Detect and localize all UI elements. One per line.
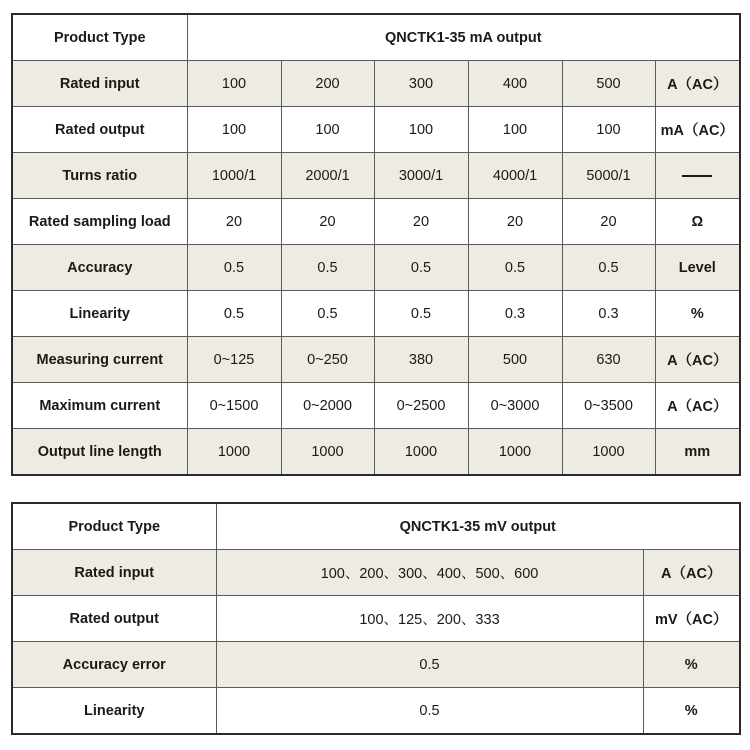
cell: 0.5 [281,291,374,337]
cell: 100、125、200、333 [216,596,643,642]
cell: 100 [187,61,281,107]
unit-cell: A（AC） [655,337,740,383]
cell: 300 [374,61,468,107]
row-rated-input [12,61,740,107]
row-label: Rated output [12,596,216,642]
cell: 1000 [281,429,374,476]
row-label: Rated output [12,107,187,153]
cell: 0.5 [216,688,643,735]
cell: 0~250 [281,337,374,383]
header-label: Product Type [12,503,216,550]
cell: 100 [374,107,468,153]
unit-cell: Ω [655,199,740,245]
cell: 0.5 [374,291,468,337]
row-label: Linearity [12,291,187,337]
cell: 1000 [187,429,281,476]
row-label: Linearity [12,688,216,735]
cell: 0~125 [187,337,281,383]
unit-cell: A（AC） [643,550,740,596]
row-rated-output [12,596,740,642]
row-label: Maximum current [12,383,187,429]
unit-cell: % [643,688,740,735]
cell: 0~2500 [374,383,468,429]
cell: 100、200、300、400、500、600 [216,550,643,596]
cell: 20 [562,199,655,245]
header-row [12,14,740,61]
row-linearity [12,291,740,337]
row-label: Measuring current [12,337,187,383]
cell: 2000/1 [281,153,374,199]
cell: 0~3000 [468,383,562,429]
ma-output-spec-table [11,13,741,476]
header-value: QNCTK1-35 mA output [187,14,740,61]
cell: 100 [187,107,281,153]
unit-cell: A（AC） [655,383,740,429]
cell: 0~2000 [281,383,374,429]
row-output-line-length [12,429,740,476]
row-linearity [12,688,740,735]
unit-cell: mV（AC） [643,596,740,642]
unit-cell: mA（AC） [655,107,740,153]
cell: 0.5 [468,245,562,291]
row-label: Output line length [12,429,187,476]
header-label: Product Type [12,14,187,61]
cell: 100 [562,107,655,153]
row-turns-ratio [12,153,740,199]
mv-output-spec-table [11,502,741,735]
cell: 20 [281,199,374,245]
row-accuracy-error [12,642,740,688]
cell: 500 [468,337,562,383]
header-value: QNCTK1-35 mV output [216,503,740,550]
unit-cell-dash [655,153,740,199]
cell: 1000/1 [187,153,281,199]
cell: 0.5 [374,245,468,291]
cell: 0~3500 [562,383,655,429]
cell: 200 [281,61,374,107]
cell: 1000 [562,429,655,476]
row-label: Rated input [12,550,216,596]
cell: 0.3 [562,291,655,337]
cell: 100 [468,107,562,153]
unit-cell: A（AC） [655,61,740,107]
cell: 100 [281,107,374,153]
row-measuring-current [12,337,740,383]
cell: 20 [468,199,562,245]
row-label: Turns ratio [12,153,187,199]
unit-cell: mm [655,429,740,476]
unit-cell: % [643,642,740,688]
cell: 630 [562,337,655,383]
cell: 20 [374,199,468,245]
cell: 5000/1 [562,153,655,199]
dash-icon [682,175,712,177]
cell: 0.5 [216,642,643,688]
cell: 20 [187,199,281,245]
cell: 4000/1 [468,153,562,199]
unit-cell: Level [655,245,740,291]
row-accuracy [12,245,740,291]
row-label: Accuracy [12,245,187,291]
row-maximum-current [12,383,740,429]
row-label: Rated input [12,61,187,107]
cell: 0.3 [468,291,562,337]
cell: 0.5 [187,291,281,337]
cell: 1000 [374,429,468,476]
cell: 3000/1 [374,153,468,199]
cell: 400 [468,61,562,107]
cell: 0.5 [281,245,374,291]
row-label: Accuracy error [12,642,216,688]
cell: 380 [374,337,468,383]
cell: 0.5 [562,245,655,291]
header-row [12,503,740,550]
row-rated-input [12,550,740,596]
row-rated-output [12,107,740,153]
cell: 0.5 [187,245,281,291]
unit-cell: % [655,291,740,337]
cell: 500 [562,61,655,107]
cell: 0~1500 [187,383,281,429]
row-label: Rated sampling load [12,199,187,245]
row-rated-sampling-load [12,199,740,245]
cell: 1000 [468,429,562,476]
